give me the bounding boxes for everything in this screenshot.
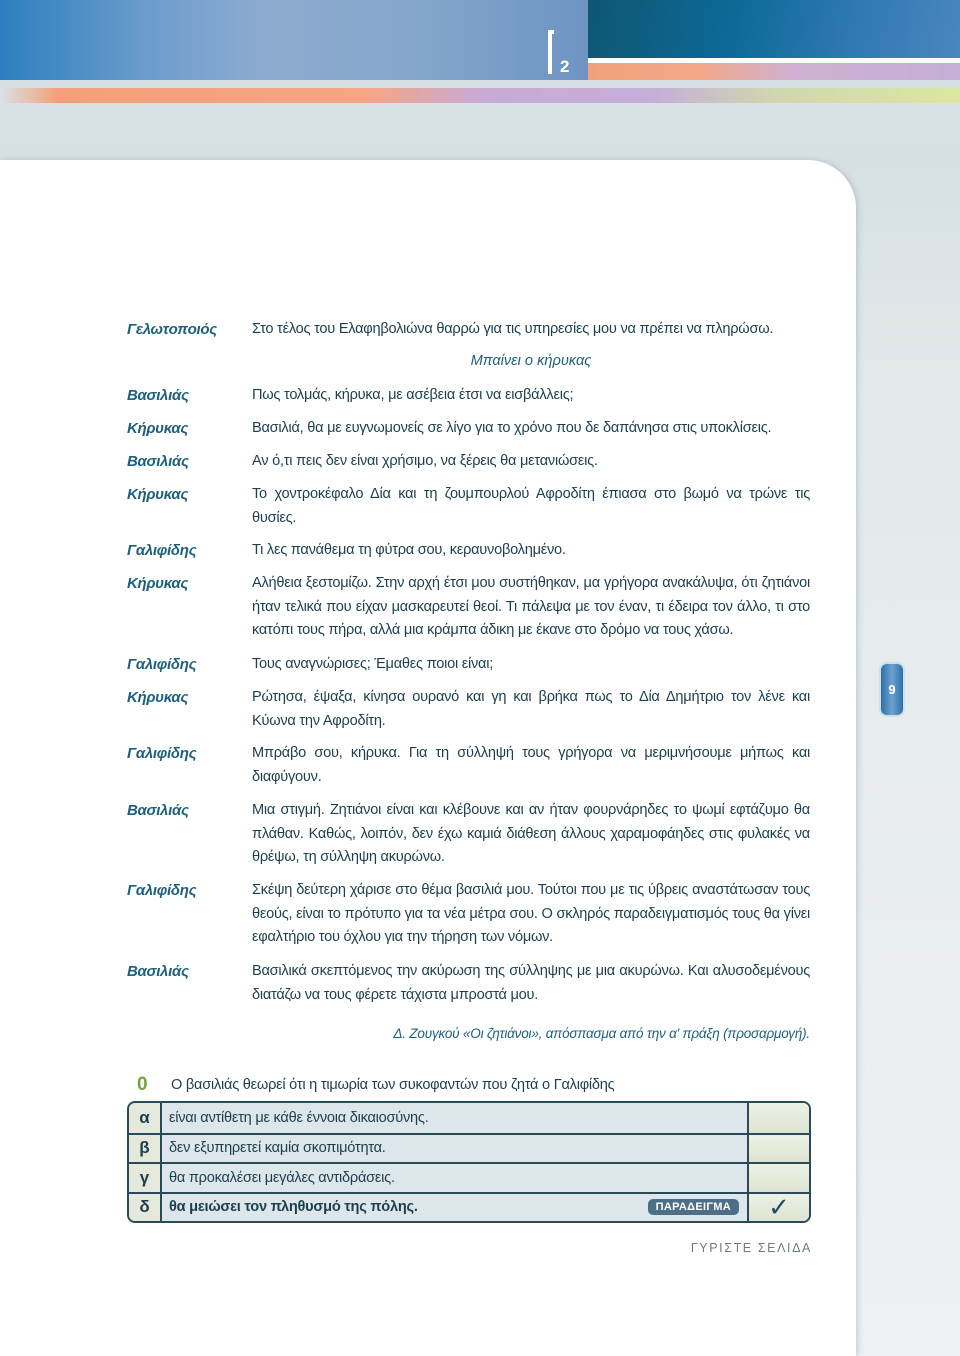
speaker-name: Γαλιφίδης xyxy=(127,745,197,762)
answer-checkbox[interactable] xyxy=(747,1135,809,1163)
option-letter: α xyxy=(129,1103,162,1133)
dialogue-line: Πως τολμάς, κήρυκα, με ασέβεια έτσι να εισβάλλεις; xyxy=(252,387,574,403)
option-letter: γ xyxy=(129,1164,162,1192)
example-badge: ΠΑΡΑΔΕΙΓΜΑ xyxy=(648,1199,739,1215)
color-stripe xyxy=(0,88,960,103)
question-number: 0 xyxy=(137,1074,148,1095)
dialogue-line: Βασιλιά, θα με ευγνωμονείς σε λίγο για το χρόνο που δε δαπάνησα στις υποκλίσεις. xyxy=(252,420,772,436)
option-row[interactable] xyxy=(129,1162,809,1192)
dialogue-line: Ρώτησα, έψαξα, κίνησα ουρανό και γη και βρήκα πως το Δία Δημήτριο τον λένε και Κύωνα την Αφροδίτη. xyxy=(252,689,810,729)
citation: Δ. Ζουγκού «Οι ζητιάνοι», απόσπασμα από την α' πράξη (προσαρμογή). xyxy=(393,1026,810,1041)
option-text: θα προκαλέσει μεγάλες αντιδράσεις. xyxy=(169,1169,395,1186)
stage-direction: Μπαίνει ο κήρυκας xyxy=(470,353,592,369)
option-letter: β xyxy=(129,1135,162,1163)
dialogue-line: Τους αναγνώρισες; Έμαθες ποιοι είναι; xyxy=(252,656,494,672)
speaker-name: Κήρυκας xyxy=(127,575,189,592)
option-text-label: θα μειώσει τον πληθυσμό της πόλης. xyxy=(169,1199,418,1216)
dialogue-line: Μπράβο σου, κήρυκα. Για τη σύλληψή τους γρήγορα να μεριμνήσουμε μήπως και διαφύγουν. xyxy=(252,745,810,785)
option-text: δεν εξυπηρετεί καμία σκοπιμότητα. xyxy=(169,1140,386,1157)
speaker-name: Κήρυκας xyxy=(127,420,189,437)
dialogue-line: Αλήθεια ξεστομίζω. Στην αρχή έτσι μου συστήθηκαν, μα γρήγορα ανακάλυψα, ότι ζητιάνοι ήταν τελικά που είχαν μασκαρευτεί θεοί. Τι πάλεψα με τον έναν, τι έδειρα τον άλλο, τι στο κατόπι τους πήρα, αλλά μια κράμπα άδικη με έκανε στο δρόμο να τους χάσω. xyxy=(252,575,810,638)
speaker-name: Κήρυκας xyxy=(127,689,189,706)
speaker-name: Βασιλιάς xyxy=(127,963,189,980)
speaker-name: Βασιλιάς xyxy=(127,387,189,404)
answer-checkbox[interactable] xyxy=(747,1164,809,1192)
option-text xyxy=(162,1194,747,1222)
speaker-name: Βασιλιάς xyxy=(127,453,189,470)
dialogue-line: Μια στιγμή. Ζητιάνοι είναι και κλέβουνε και αν ήταν φουρνάρηδες το ψωμί εφτάζυμο θα πλάθαν. Καθώς, λοιπόν, δεν έχω καμιά διάθεση άλλους χαραμοφάηδες στις φυλακές να θρέψω, τη σύλληψη ακυρώνω. xyxy=(252,802,810,865)
turn-page-note: ΓΥΡΙΣΤΕ ΣΕΛΙΔΑ xyxy=(690,1241,812,1255)
header-banner xyxy=(0,0,588,80)
check-icon[interactable]: ✓ xyxy=(747,1194,809,1222)
option-row[interactable] xyxy=(129,1103,809,1133)
speaker-name: Γελωτοποιός xyxy=(127,321,217,338)
header-banner-right xyxy=(588,0,960,58)
option-row[interactable] xyxy=(129,1192,809,1222)
answer-checkbox[interactable] xyxy=(747,1103,809,1133)
dialogue-line: Το χοντροκέφαλο Δία και τη ζουμπουρλού Αφροδίτη έπιασα στο βωμό να τρώνε τις θυσίες. xyxy=(252,486,810,526)
speaker-name: Κήρυκας xyxy=(127,486,189,503)
dialogue-line: Βασιλικά σκεπτόμενος την ακύρωση της σύλληψης με μια ακυρώνω. Και αλυσοδεμένους διατάζω να τους φέρετε τάχιστα μπροστά μου. xyxy=(252,963,810,1003)
speaker-name: Βασιλιάς xyxy=(127,802,189,819)
option-row[interactable] xyxy=(129,1133,809,1163)
page-number-tab: 9 xyxy=(879,662,905,717)
dialogue-line: Τι λες πανάθεμα τη φύτρα σου, κεραυνοβολημένο. xyxy=(252,542,566,558)
header-band xyxy=(0,80,960,88)
dialogue-line: Σκέψη δεύτερη χάρισε στο θέμα βασιλιά μου. Τούτοι που με τις ύβρεις αναστάτωσαν τους θεούς, είναι το πρότυπο για τα νέα μέτρα σου. Ο σκληρός παραδειγματισμός τους θα γίνει εφαλτήριο του όχλου για την τήρηση των νόμων. xyxy=(252,882,810,945)
answer-table xyxy=(127,1101,811,1223)
speaker-name: Γαλιφίδης xyxy=(127,656,197,673)
question-stem: Ο βασιλιάς θεωρεί ότι η τιμωρία των συκοφαντών που ζητά ο Γαλιφίδης xyxy=(171,1077,615,1093)
option-text: είναι αντίθετη με κάθε έννοια δικαιοσύνης. xyxy=(169,1109,429,1126)
option-letter: δ xyxy=(129,1194,162,1222)
speaker-name: Γαλιφίδης xyxy=(127,542,197,559)
dialogue-line: Αν ό,τι πεις δεν είναι χρήσιμο, να ξέρεις θα μετανιώσεις. xyxy=(252,453,598,469)
header-color-stripe xyxy=(588,63,960,80)
speaker-name: Γαλιφίδης xyxy=(127,882,197,899)
dialogue-line: Στο τέλος του Ελαφηβολιώνα θαρρώ για τις υπηρεσίες μου να πρέπει να πληρώσω. xyxy=(252,321,774,337)
unit-logo: 2 xyxy=(548,30,554,78)
